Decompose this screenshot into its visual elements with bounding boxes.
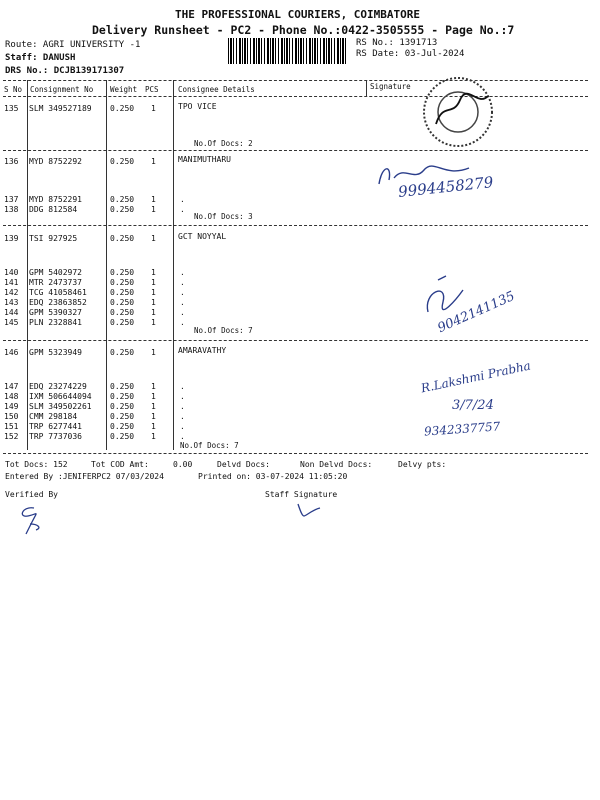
total-cod-amount: 0.00 [173, 460, 193, 469]
handwritten-name: R.Lakshmi Prabha [419, 358, 532, 396]
rs-number: RS No.: 1391713 [356, 38, 438, 48]
delivery-points: Delvy pts: [398, 460, 447, 469]
handwritten-phone-1: 9994458279 [397, 173, 495, 201]
divider [3, 340, 588, 341]
staff-signature-label: Staff Signature [265, 490, 338, 499]
docs-count: No.Of Docs: 3 [194, 212, 253, 221]
column-line [173, 80, 174, 450]
company-name: THE PROFESSIONAL COURIERS, COIMBATORE [175, 8, 421, 21]
docs-count: No.Of Docs: 7 [194, 326, 253, 335]
delivered-docs: Delvd Docs: [217, 460, 270, 469]
consignee-name: GCT NOYYAL [178, 232, 227, 241]
non-delivered-docs: Non Delvd Docs: [300, 460, 373, 469]
handwritten-date: 3/7/24 [452, 398, 494, 413]
total-cod-label: Tot COD Amt: [91, 460, 149, 469]
entered-by: Entered By :JENIFERPC2 07/03/2024 [5, 472, 164, 481]
divider [3, 96, 588, 97]
col-pcs: PCS [145, 85, 159, 94]
delivery-stamp [418, 72, 498, 152]
column-line [366, 80, 367, 96]
handwritten-phone-2: 9042141135 [435, 288, 518, 337]
divider [3, 150, 588, 151]
barcode [228, 38, 348, 64]
drs-number: DRS No.: DCJB139171307 [5, 66, 125, 76]
verified-signature [14, 502, 48, 536]
route-label: Route: AGRI UNIVERSITY -1 [5, 40, 141, 50]
col-signature: Signature [370, 82, 411, 91]
col-weight: Weight [110, 85, 138, 94]
consignee-name: MANIMUTHARU [178, 155, 231, 164]
divider [3, 225, 588, 226]
runsheet-title: Delivery Runsheet - PC2 - Phone No.:0422-3505555 - Page No.:7 [92, 23, 515, 37]
divider [3, 453, 588, 454]
handwritten-phone-3: 9342337757 [423, 419, 501, 439]
divider [3, 80, 588, 81]
column-line [106, 80, 107, 450]
verified-by: Verified By [5, 490, 58, 499]
col-consignment: Consignment No [30, 85, 94, 94]
staff-signature [294, 500, 324, 520]
docs-count: No.Of Docs: 7 [180, 441, 239, 450]
col-consignee: Consignee Details [178, 85, 255, 94]
docs-count: No.Of Docs: 2 [194, 139, 253, 148]
rs-date: RS Date: 03-Jul-2024 [356, 49, 465, 59]
consignee-name: TPO VICE [178, 102, 217, 111]
printed-on: Printed on: 03-07-2024 11:05:20 [198, 472, 348, 481]
column-line [27, 80, 28, 450]
consignee-name: AMARAVATHY [178, 346, 227, 355]
col-sno: S No [4, 85, 23, 94]
total-docs: Tot Docs: 152 [5, 460, 68, 469]
staff-label: Staff: DANUSH [5, 53, 76, 63]
stamp-outer-ring [424, 78, 492, 146]
